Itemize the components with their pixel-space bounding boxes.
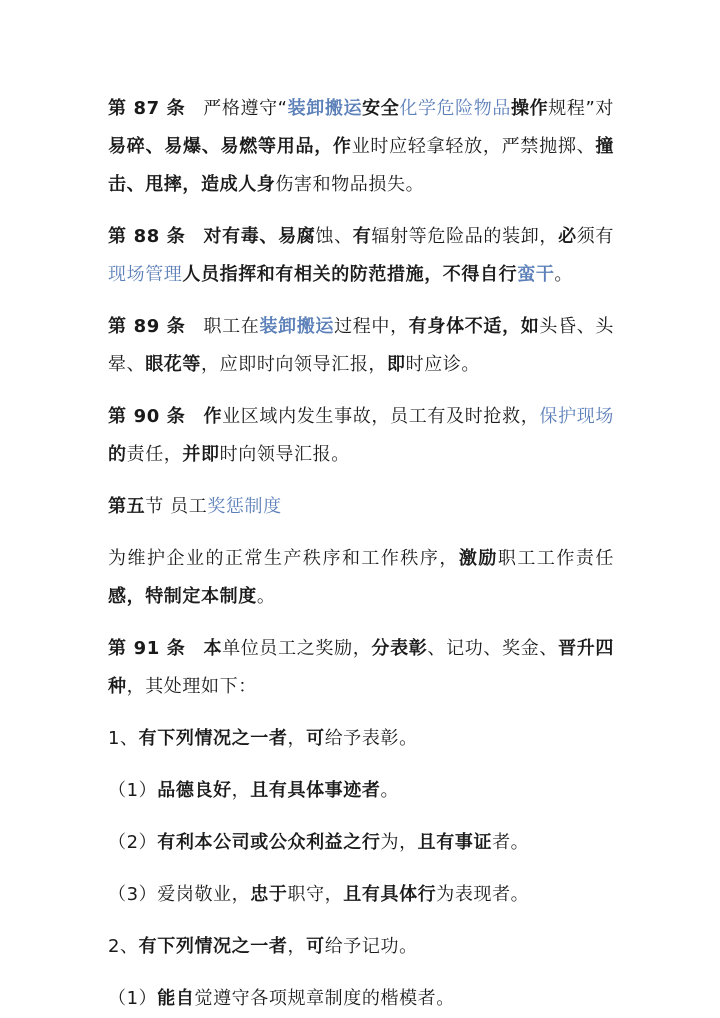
article-number: 第 89 条 <box>108 316 186 337</box>
article-text: 责任， <box>126 444 183 465</box>
list-item-1-1 <box>108 772 614 810</box>
article-text: 过程中， <box>334 316 409 337</box>
article-text: 须有 <box>576 226 614 247</box>
bold-text: 感，特制定本制度 <box>108 586 257 607</box>
highlighted-term: 保护现场 <box>539 406 614 427</box>
bold-text: 且有事证 <box>417 832 493 853</box>
article-89 <box>108 308 614 384</box>
article-text: 业区域内发生事故，员工有及时抢救， <box>222 406 540 427</box>
highlighted-term: 装卸搬运 <box>259 316 335 337</box>
item-text: 者。 <box>492 832 530 853</box>
item-text: 。 <box>380 780 400 801</box>
article-text: 蚀、 <box>315 226 353 247</box>
bold-text: 有 <box>352 226 372 247</box>
bold-text: 且有具体行 <box>343 884 437 905</box>
bold-text: 并即 <box>182 444 220 465</box>
bold-text: 能自 <box>157 988 195 1009</box>
article-text: 头昏、头晕、 <box>108 316 614 375</box>
bold-text: 眼花等 <box>145 354 202 375</box>
section-number: 第五 <box>108 496 146 517</box>
article-text: ，应即时向领导汇报， <box>201 354 388 375</box>
highlighted-term: 装卸搬运 <box>287 98 363 119</box>
bold-text: 安全 <box>362 98 400 119</box>
article-text: 职工在 <box>203 316 260 337</box>
bold-text: 品德良好 <box>157 780 232 801</box>
list-marker: （1） <box>108 988 158 1009</box>
article-91 <box>108 630 614 706</box>
item-text: （3）爱岗敬业， <box>108 884 251 905</box>
list-item-1-3 <box>108 876 614 914</box>
item-text: 为， <box>380 832 418 853</box>
bold-text: 必 <box>558 226 577 247</box>
article-number: 第 91 条 <box>108 638 186 659</box>
bold-text: 易碎、易爆、易燃等用品，作 <box>108 136 352 157</box>
bold-text: 有身体不适 <box>408 316 503 337</box>
paragraph-text: 。 <box>256 586 276 607</box>
article-87 <box>108 90 614 204</box>
bold-text: 的 <box>108 444 127 465</box>
article-number: 第 87 条 <box>108 98 186 119</box>
item-text: 为表现者。 <box>436 884 530 905</box>
highlighted-term: 蛮干 <box>517 264 555 285</box>
article-text: 辐射等危险品的装卸， <box>371 226 559 247</box>
bold-text: 有下列情况之一者 <box>138 936 288 957</box>
bold-text: 晋升四种 <box>108 638 614 697</box>
item-text: 职守， <box>287 884 344 905</box>
bold-text: 且有具体事迹者 <box>250 780 381 801</box>
bold-text: 忠于 <box>250 884 288 905</box>
bold-text: 激励 <box>458 548 498 569</box>
article-text: 、记功、奖金、 <box>427 638 559 659</box>
article-text: 单位员工之奖励， <box>222 638 372 659</box>
bold-text: 可 <box>306 936 325 957</box>
section-title: 节 员工 <box>145 496 208 517</box>
list-marker: 1、 <box>108 728 139 749</box>
article-88 <box>108 218 614 294</box>
article-text: ，其处理如下： <box>126 676 257 697</box>
list-marker: （2） <box>108 832 158 853</box>
article-number: 第 88 条 <box>108 226 186 247</box>
article-text: 业时应轻拿轻放，严禁抛掷、 <box>351 136 596 157</box>
article-text: 伤害和物品损失。 <box>275 174 425 195</box>
paragraph-text: 职工工作责任 <box>497 548 614 569</box>
section-heading <box>108 488 614 526</box>
item-text: 给予记功。 <box>324 936 418 957</box>
item-text: ， <box>231 780 251 801</box>
bold-text: 本 <box>203 638 223 659</box>
article-text: 时向领导汇报。 <box>219 444 350 465</box>
bold-text: 可 <box>306 728 325 749</box>
list-marker: 2、 <box>108 936 139 957</box>
highlighted-term: 化学危险物品 <box>399 98 512 119</box>
article-text: 规程”对 <box>548 98 615 119</box>
bold-text: ，如 <box>502 316 540 337</box>
highlighted-term: 奖惩制度 <box>207 496 282 517</box>
bold-text: 对有毒、易腐 <box>203 226 316 247</box>
list-item-1 <box>108 720 614 758</box>
intro-paragraph <box>108 540 614 616</box>
item-text: 给予表彰。 <box>324 728 418 749</box>
bold-text: 分表彰 <box>371 638 428 659</box>
bold-text: 即 <box>387 354 406 375</box>
article-90 <box>108 398 614 474</box>
bold-text: 操作 <box>511 98 549 119</box>
article-text: 时应诊。 <box>405 354 481 375</box>
bold-text: 作 <box>203 406 223 427</box>
list-item-1-2 <box>108 824 614 862</box>
article-text: 。 <box>554 264 574 285</box>
bold-text: 人员指挥和有相关的防范措施，不得自行 <box>182 264 518 285</box>
list-item-2 <box>108 928 614 966</box>
list-marker: （1） <box>108 780 158 801</box>
bold-text: 撞击、甩摔，造成人身 <box>108 136 614 195</box>
article-number: 第 90 条 <box>108 406 186 427</box>
item-text: ， <box>287 936 307 957</box>
highlighted-term: 现场管理 <box>108 264 183 285</box>
article-text: 严格遵守“ <box>203 98 288 119</box>
item-text: ， <box>287 728 307 749</box>
list-item-2-1 <box>108 980 614 1018</box>
paragraph-text: 为维护企业的正常生产秩序和工作秩序， <box>108 548 459 569</box>
bold-text: 有利本公司或公众利益之行 <box>157 832 381 853</box>
bold-text: 有下列情况之一者 <box>138 728 288 749</box>
item-text: 觉遵守各项规章制度的楷模者。 <box>194 988 455 1009</box>
